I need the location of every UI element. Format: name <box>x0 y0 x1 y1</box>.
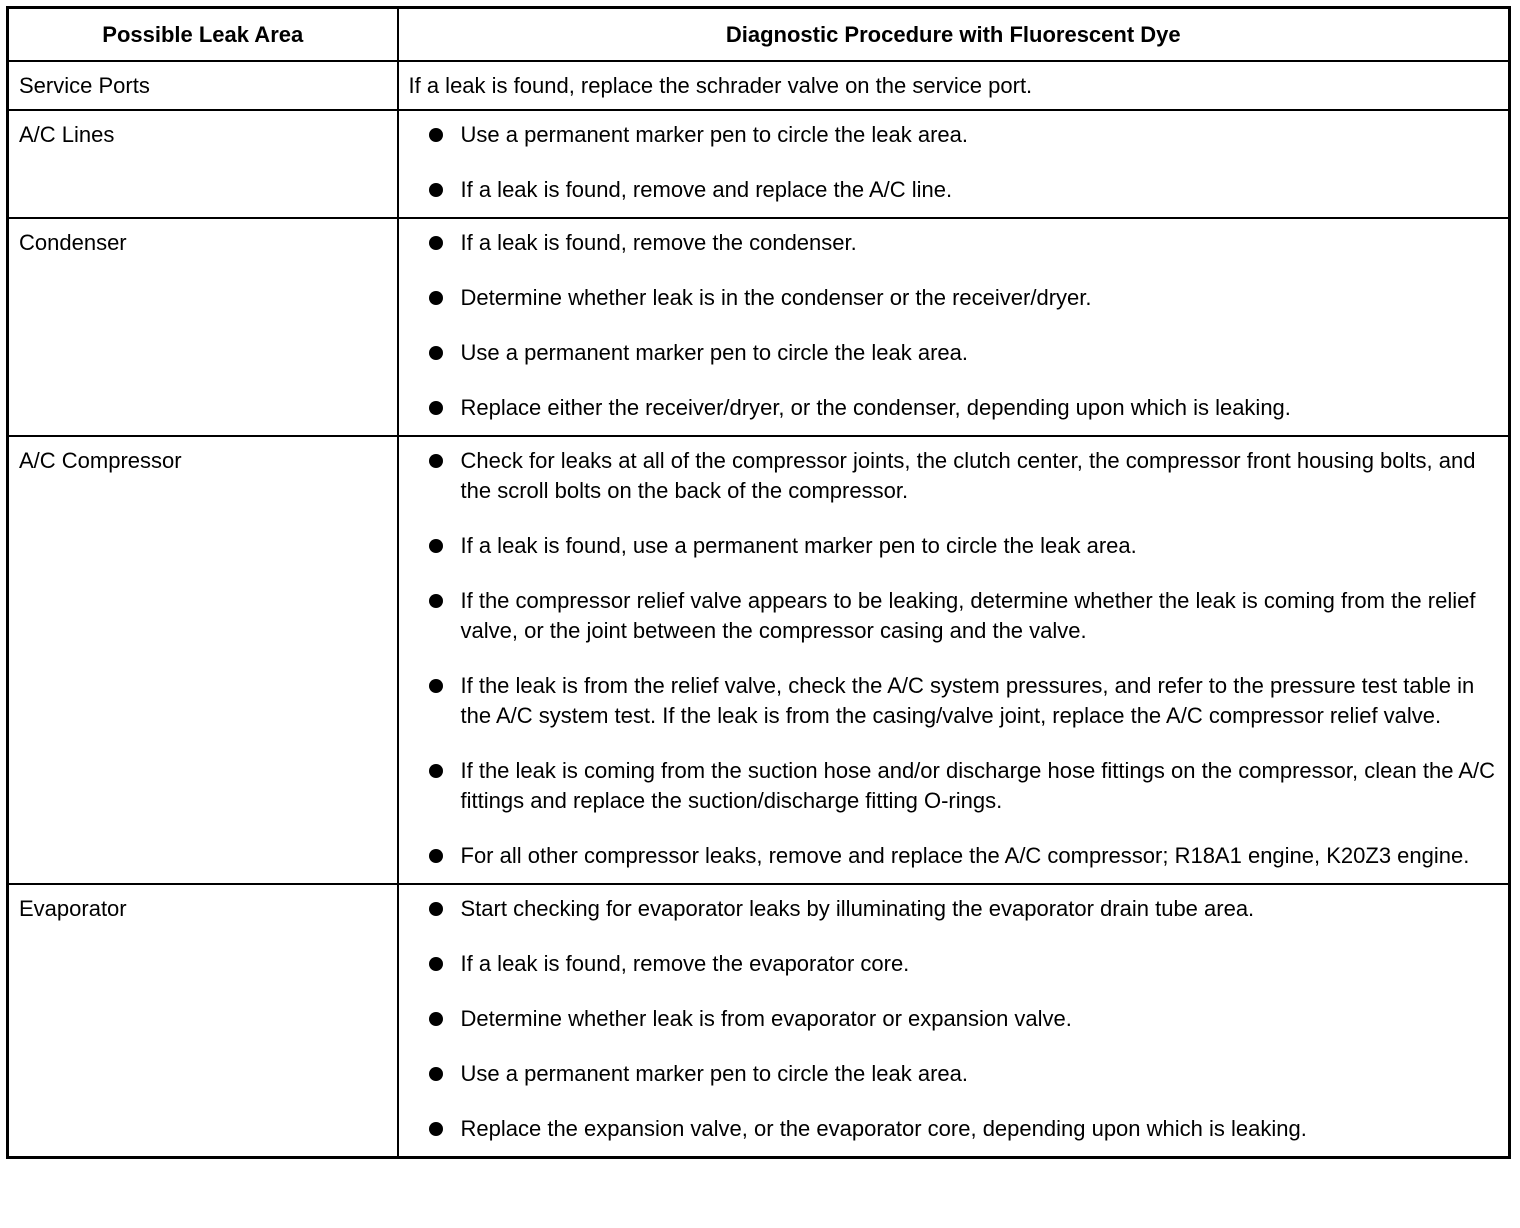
list-item <box>429 586 1499 646</box>
list-item <box>429 1059 1499 1089</box>
list-item <box>429 949 1499 979</box>
procedure-text: If a leak is found, replace the schrader valve on the service port. <box>398 61 1510 110</box>
bullet-icon <box>429 291 443 305</box>
list-item <box>429 228 1499 258</box>
bullet-icon <box>429 679 443 693</box>
list-item <box>429 338 1499 368</box>
step-text: If a leak is found, remove the evaporator core. <box>460 951 910 976</box>
list-item <box>429 1004 1499 1034</box>
step-text: If the leak is coming from the suction hose and/or discharge hose fittings on the compressor, clean the A/C fittings and replace the suction/discharge fitting O-rings. <box>460 758 1496 813</box>
step-text: Start checking for evaporator leaks by illuminating the evaporator drain tube area. <box>460 896 1255 921</box>
step-text: Determine whether leak is from evaporator or expansion valve. <box>460 1006 1072 1031</box>
step-text: If the compressor relief valve appears to be leaking, determine whether the leak is coming from the relief valve, or the joint between the compressor casing and the valve. <box>460 588 1476 643</box>
header-row <box>8 8 1510 62</box>
step-text: If a leak is found, remove and replace the A/C line. <box>460 177 953 202</box>
procedure-cell <box>398 436 1510 884</box>
step-text: Determine whether leak is in the condenser or the receiver/dryer. <box>460 285 1092 310</box>
bullet-icon <box>429 902 443 916</box>
procedure-cell <box>398 884 1510 1158</box>
bullet-icon <box>429 849 443 863</box>
bullet-icon <box>429 401 443 415</box>
list-item <box>429 756 1499 816</box>
area-cell: A/C Lines <box>8 110 398 218</box>
step-text: If the leak is from the relief valve, check the A/C system pressures, and refer to the pressure test table in the A/C system test. If the leak is from the casing/valve joint, replace the A/C compressor relief valve. <box>460 673 1475 728</box>
bullet-icon <box>429 594 443 608</box>
procedure-list <box>429 894 1499 1144</box>
step-text: Check for leaks at all of the compressor joints, the clutch center, the compressor front housing bolts, and the scroll bolts on the back of the compressor. <box>460 448 1476 503</box>
step-text: Replace the expansion valve, or the evaporator core, depending upon which is leaking. <box>460 1116 1307 1141</box>
procedure-cell <box>398 218 1510 436</box>
step-text: Use a permanent marker pen to circle the leak area. <box>460 122 968 147</box>
list-item <box>429 120 1499 150</box>
leak-diagnosis-table <box>6 6 1511 1159</box>
list-item <box>429 393 1499 423</box>
bullet-icon <box>429 1067 443 1081</box>
area-cell: Condenser <box>8 218 398 436</box>
list-item <box>429 175 1499 205</box>
step-text: Use a permanent marker pen to circle the leak area. <box>460 1061 968 1086</box>
list-item <box>429 671 1499 731</box>
list-item <box>429 283 1499 313</box>
list-item <box>429 894 1499 924</box>
list-item <box>429 446 1499 506</box>
bullet-icon <box>429 539 443 553</box>
step-text: If a leak is found, remove the condenser. <box>460 230 857 255</box>
step-text: If a leak is found, use a permanent marker pen to circle the leak area. <box>460 533 1137 558</box>
bullet-icon <box>429 346 443 360</box>
step-text: For all other compressor leaks, remove and replace the A/C compressor; R18A1 engine, K20Z3 engine. <box>460 843 1470 868</box>
table-row <box>8 61 1510 110</box>
list-item <box>429 531 1499 561</box>
bullet-icon <box>429 764 443 778</box>
area-cell: A/C Compressor <box>8 436 398 884</box>
procedure-list <box>429 228 1499 423</box>
area-cell: Service Ports <box>8 61 398 110</box>
list-item <box>429 841 1499 871</box>
bullet-icon <box>429 128 443 142</box>
bullet-icon <box>429 957 443 971</box>
bullet-icon <box>429 454 443 468</box>
procedure-list <box>429 120 1499 205</box>
step-text: Use a permanent marker pen to circle the leak area. <box>460 340 968 365</box>
header-diagnostic-procedure: Diagnostic Procedure with Fluorescent Dye <box>398 8 1510 62</box>
bullet-icon <box>429 1122 443 1136</box>
table-row <box>8 436 1510 884</box>
step-text: Replace either the receiver/dryer, or the condenser, depending upon which is leaking. <box>460 395 1291 420</box>
table-row <box>8 218 1510 436</box>
table-row <box>8 884 1510 1158</box>
table-row <box>8 110 1510 218</box>
procedure-list <box>429 446 1499 871</box>
area-cell: Evaporator <box>8 884 398 1158</box>
procedure-cell <box>398 110 1510 218</box>
list-item <box>429 1114 1499 1144</box>
header-leak-area: Possible Leak Area <box>8 8 398 62</box>
bullet-icon <box>429 183 443 197</box>
bullet-icon <box>429 1012 443 1026</box>
bullet-icon <box>429 236 443 250</box>
